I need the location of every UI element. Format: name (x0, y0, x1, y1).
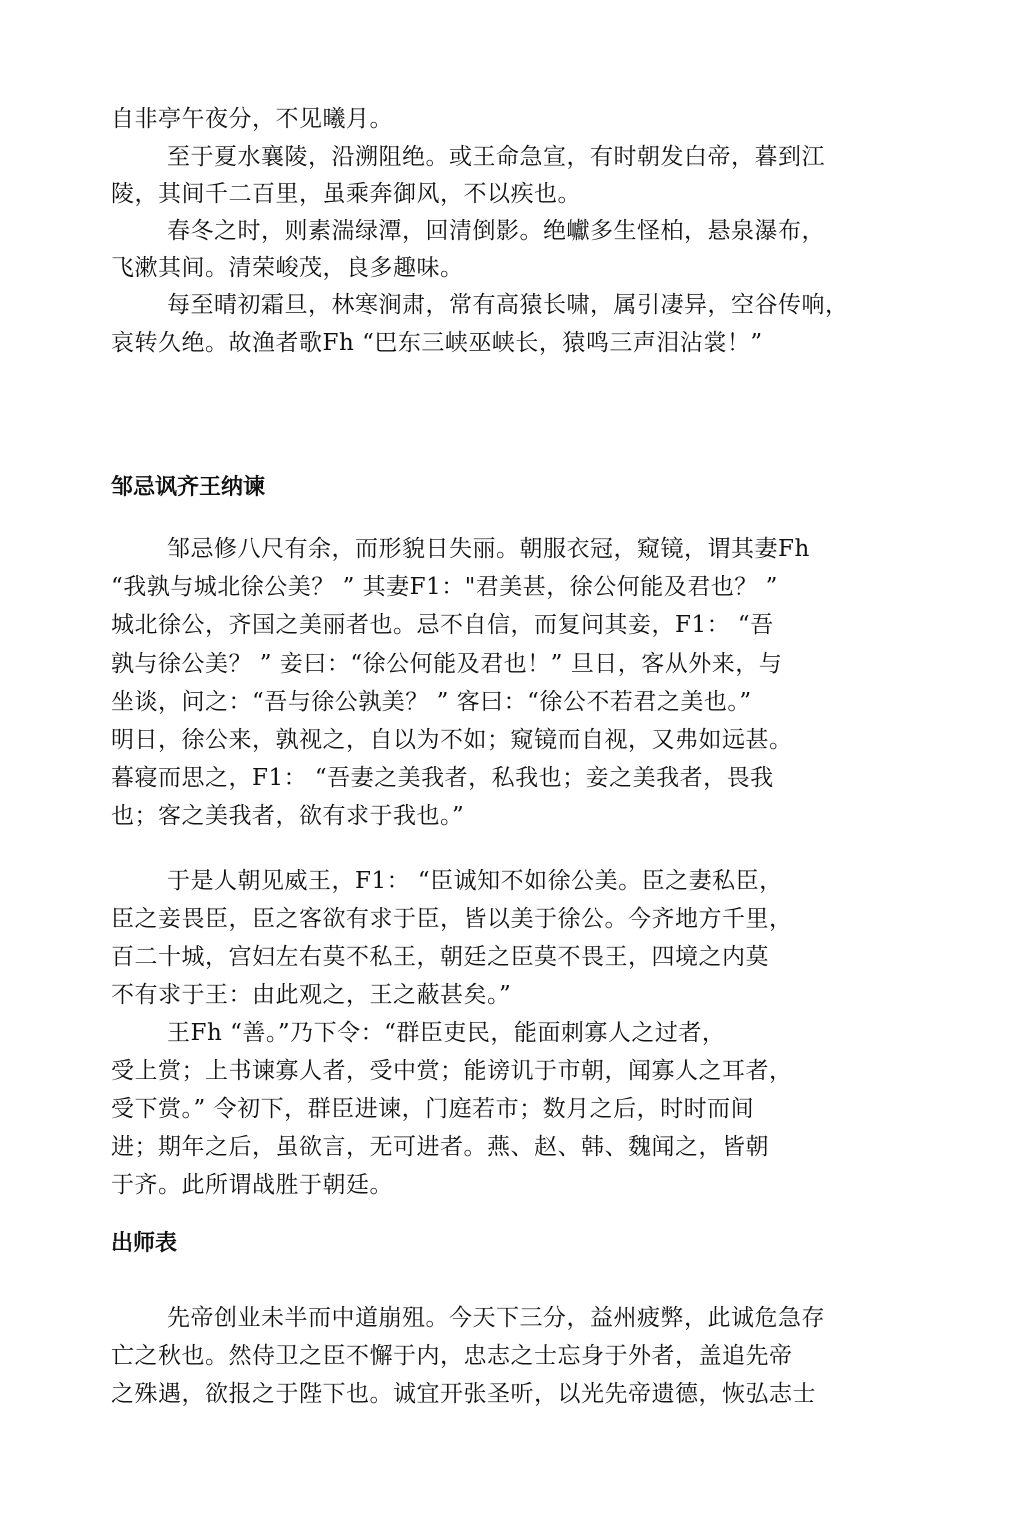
text-line: 也；客之美我者，欲有求于我也。” (111, 803, 465, 829)
text-line: 暮寝而思之，F1： “吾妻之美我者，私我也；妾之美我者，畏我 (111, 765, 774, 791)
text-line: 城北徐公，齐国之美丽者也。忌不自信，而复问其妾，F1： “吾 (111, 612, 774, 638)
text-line: 进；期年之后，虽欲言，无可进者。燕、赵、韩、魏闻之，皆朝 (111, 1134, 769, 1160)
text-line: 于齐。此所谓战胜于朝廷。 (111, 1172, 393, 1198)
text-line: 之殊遇，欲报之于陛下也。诚宜开张圣听，以光先帝遗德，恢弘志士 (111, 1381, 816, 1407)
text-line: 自非亭午夜分，不见曦月。 (111, 106, 393, 132)
text-line: 孰与徐公美？ ” 妾曰：“徐公何能及君也！” 旦日，客从外来，与 (111, 651, 783, 677)
section-title: 出师表 (111, 1230, 178, 1256)
text-line: 亡之秋也。然侍卫之臣不懈于内，忠志之士忘身于外者，盖追先帝 (111, 1343, 793, 1369)
text-line: 哀转久绝。故渔者歌Fh “巴东三峡巫峡长，猿鸣三声泪沾裳！” (111, 330, 763, 356)
text-line: 于是人朝见威王，F1： “臣诚知不如徐公美。臣之妻私臣， (167, 868, 783, 894)
text-line: 至于夏水襄陵，沿溯阻绝。或王命急宣，有时朝发白帝，暮到江 (167, 144, 825, 170)
text-line: “我孰与城北徐公美？ ” 其妻F1："君美甚，徐公何能及君也？ ” (111, 574, 778, 600)
text-line: 明日，徐公来，孰视之，自以为不如；窥镜而自视，又弗如远甚。 (111, 727, 793, 753)
text-line: 受下赏。” 令初下，群臣进谏，门庭若市；数月之后，时时而间 (111, 1096, 755, 1122)
text-line: 春冬之时，则素湍绿潭，回清倒影。绝巘多生怪柏，悬泉瀑布， (167, 218, 825, 244)
text-line: 王Fh “善。”乃下令：“群臣吏民，能面刺寡人之过者， (167, 1020, 726, 1046)
text-line: 百二十城，宫妇左右莫不私王，朝廷之臣莫不畏王，四境之内莫 (111, 944, 769, 970)
text-line: 受上赏；上书谏寡人者，受中赏；能谤讥于市朝，闻寡人之耳者， (111, 1058, 793, 1084)
text-line: 不有求于王：由此观之，王之蔽甚矣。” (111, 982, 512, 1008)
section-title: 邹忌讽齐王纳谏 (111, 474, 266, 500)
text-line: 先帝创业未半而中道崩殂。今天下三分，益州疲弊，此诚危急存 (167, 1305, 825, 1331)
text-line: 每至晴初霜旦，林寒涧肃，常有高猿长啸，属引凄异，空谷传响， (167, 292, 849, 318)
text-line: 陵，其间千二百里，虽乘奔御风，不以疾也。 (111, 181, 581, 207)
text-line: 臣之妾畏臣，臣之客欲有求于臣，皆以美于徐公。今齐地方千里， (111, 906, 793, 932)
text-line: 坐谈，问之：“吾与徐公孰美？ ” 客曰：“徐公不若君之美也。” (111, 689, 752, 715)
text-line: 飞漱其间。清荣峻茂，良多趣味。 (111, 255, 464, 281)
text-line: 邹忌修八尺有余，而形貌日失丽。朝服衣冠，窥镜，谓其妻Fh (167, 536, 810, 562)
